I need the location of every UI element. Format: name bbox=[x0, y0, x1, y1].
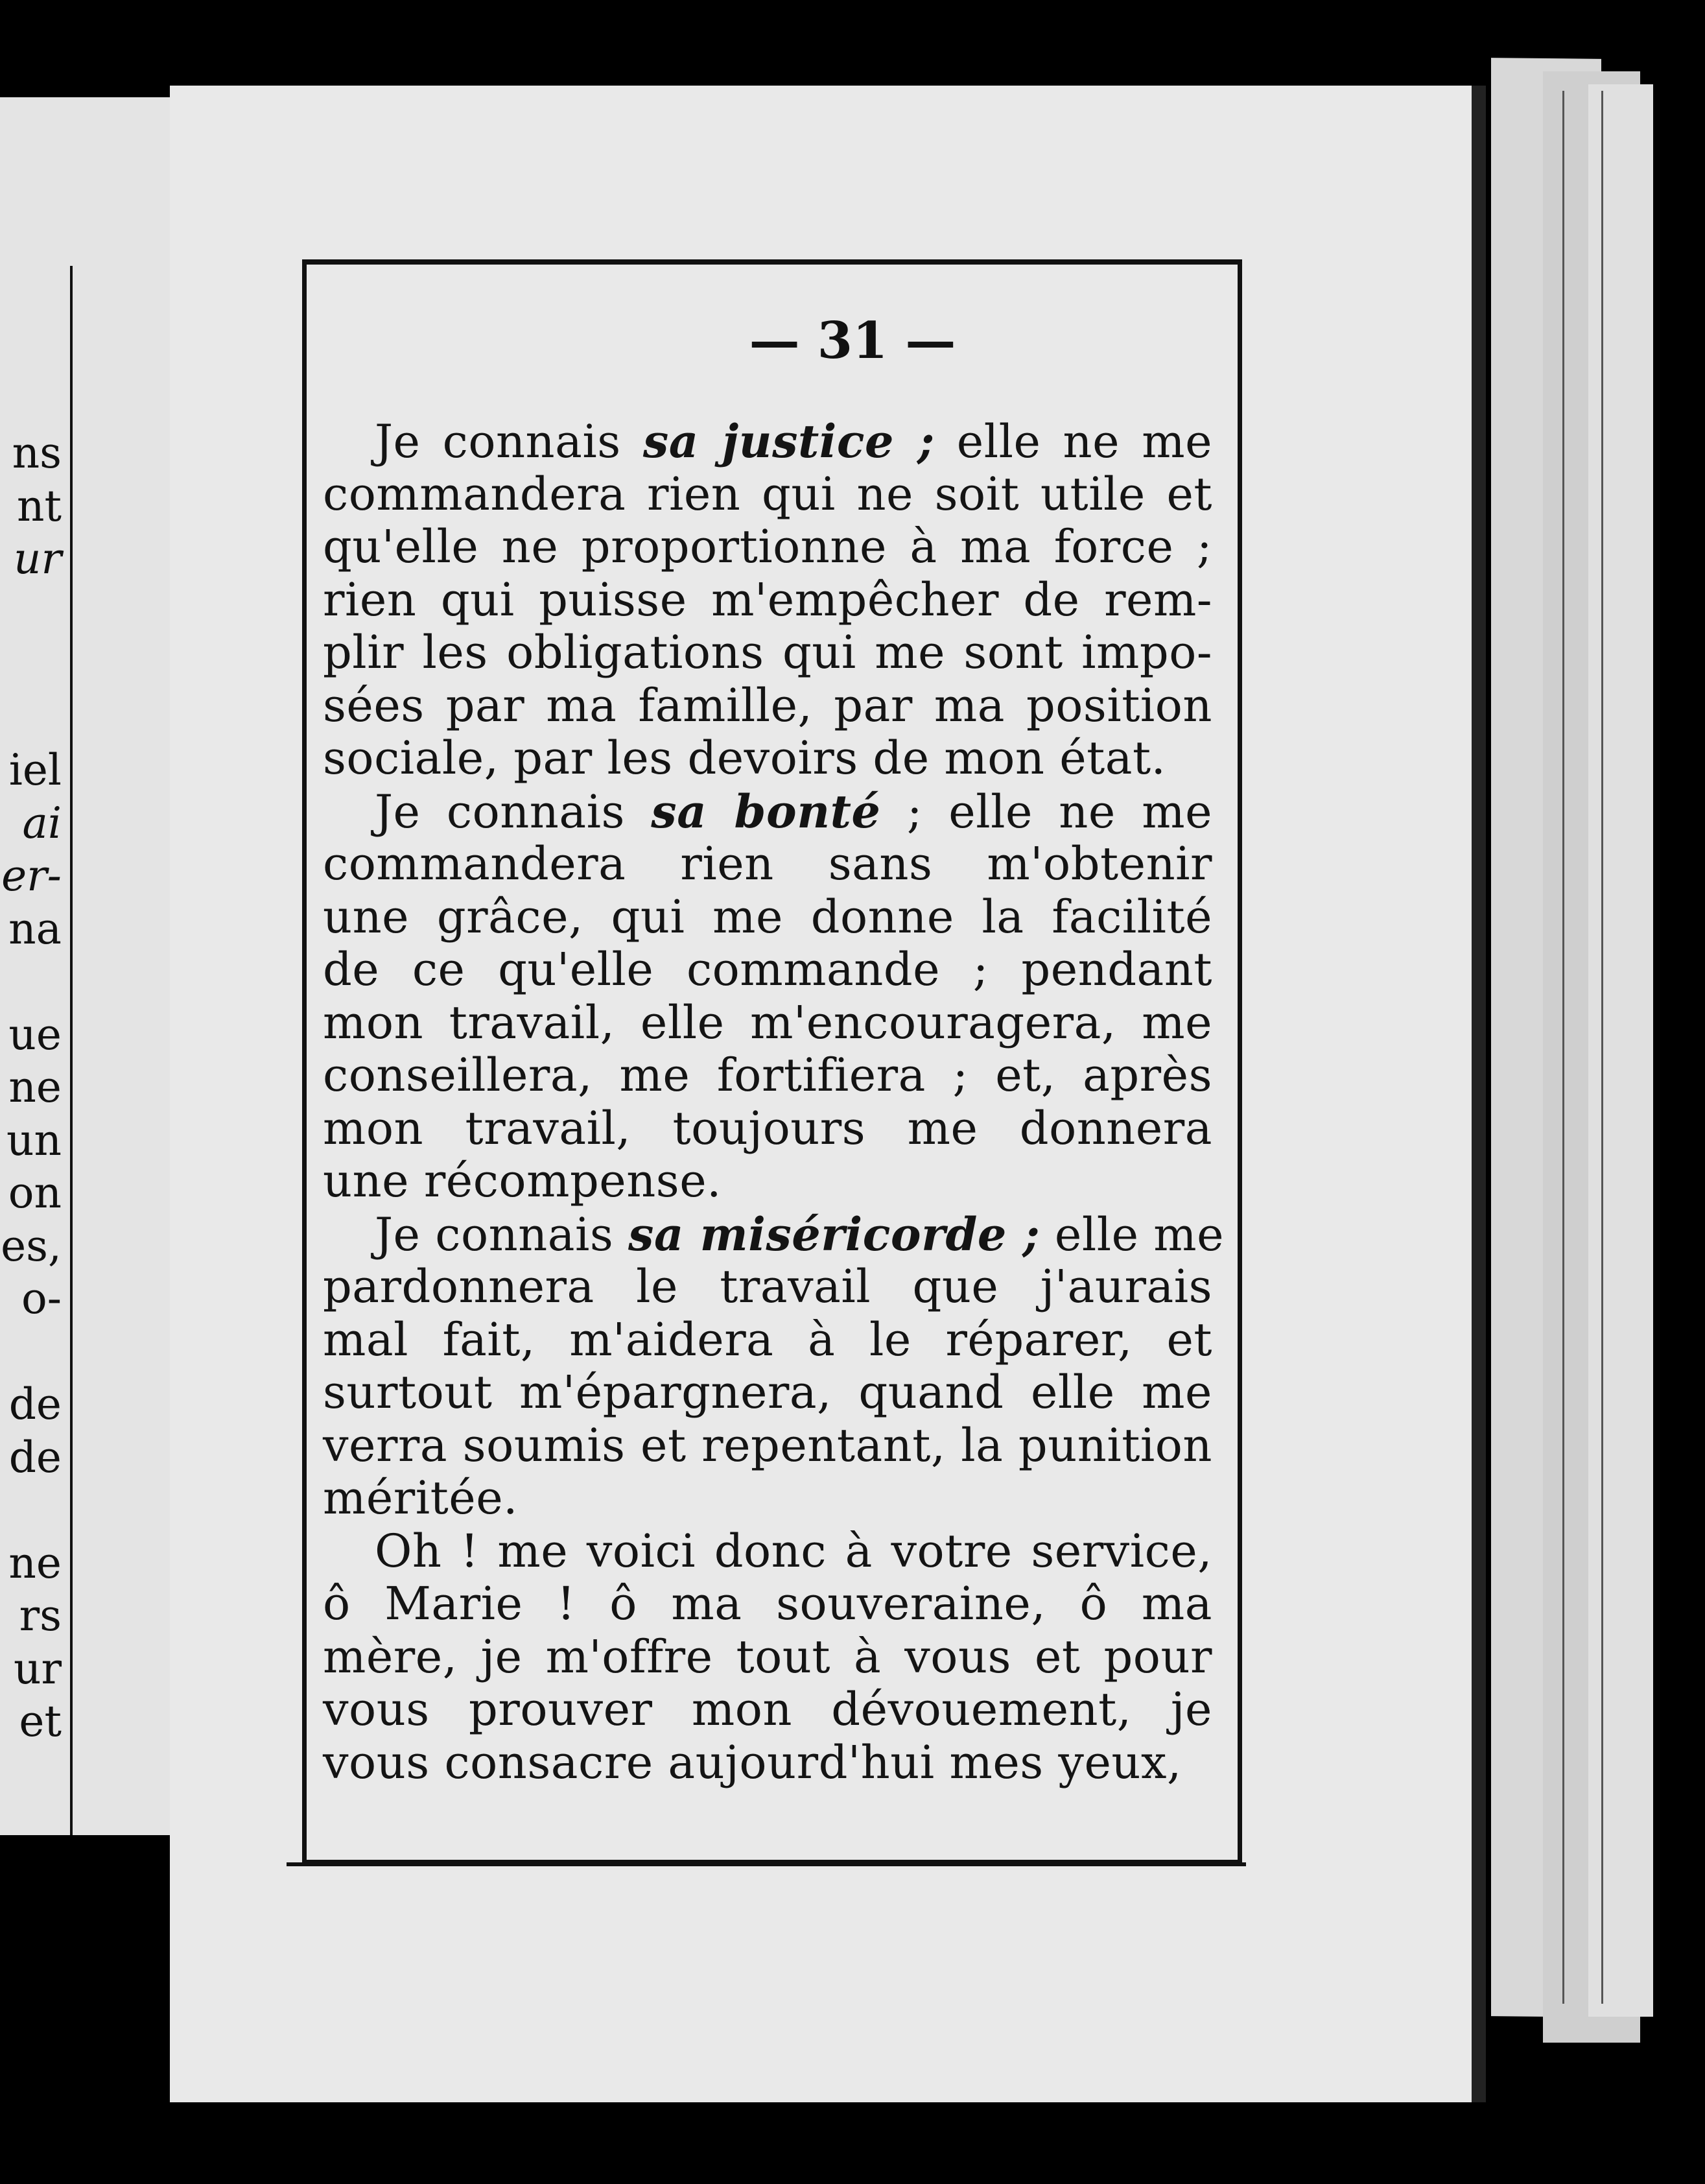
line-text: mon travail, toujours me donnera bbox=[323, 1101, 1212, 1155]
text-line bbox=[323, 680, 1212, 733]
previous-page-fragment: es, bbox=[1, 1220, 62, 1271]
text-line bbox=[323, 1578, 1212, 1631]
text-line bbox=[323, 1631, 1212, 1684]
previous-page-fragment: ai bbox=[22, 798, 62, 848]
previous-page-fragment: o- bbox=[21, 1274, 62, 1323]
text-line bbox=[323, 891, 1212, 944]
line-text: ; elle ne me bbox=[880, 785, 1212, 838]
text-line bbox=[323, 1207, 1225, 1261]
emphasized-phrase: sa miséricorde ; bbox=[628, 1207, 1041, 1261]
previous-page-fragment: de bbox=[8, 1432, 62, 1482]
line-text: sées par ma famille, par ma position bbox=[323, 678, 1212, 732]
line-text: elle ne me bbox=[934, 415, 1212, 468]
previous-page-fragment: ur bbox=[13, 1643, 62, 1694]
text-line bbox=[323, 944, 1212, 997]
text-line bbox=[323, 732, 1212, 785]
text-line bbox=[323, 626, 1212, 680]
previous-page-fragment: on bbox=[8, 1168, 62, 1218]
line-text: commandera rien qui ne soit utile et bbox=[323, 467, 1212, 521]
line-text: elle me bbox=[1040, 1207, 1225, 1261]
text-line bbox=[323, 1049, 1212, 1102]
line-text: une grâce, qui me donne la facilité bbox=[323, 890, 1212, 944]
page-stack-divider bbox=[1601, 91, 1603, 2004]
line-text: vous prouver mon dévouement, je bbox=[323, 1683, 1212, 1736]
text-line bbox=[323, 997, 1212, 1050]
previous-page-fragment: na bbox=[8, 903, 62, 954]
previous-page-fragment: ne bbox=[8, 1537, 62, 1588]
previous-page-fragment: ns bbox=[12, 428, 62, 478]
previous-page-fragment: un bbox=[6, 1115, 62, 1165]
line-text: mal fait, m'aidera à le réparer, et bbox=[323, 1312, 1212, 1366]
line-text: de ce qu'elle commande ; pendant bbox=[323, 943, 1212, 996]
line-text: verra soumis et repentant, la punition bbox=[323, 1418, 1212, 1472]
paragraph bbox=[323, 1207, 1225, 1525]
page-body-text bbox=[323, 414, 1225, 1789]
text-line bbox=[323, 838, 1212, 891]
page-stack-divider bbox=[1562, 91, 1564, 2004]
text-line bbox=[323, 574, 1212, 627]
emphasized-phrase: sa bonté bbox=[651, 784, 881, 838]
emphasized-phrase: sa justice ; bbox=[642, 414, 935, 468]
text-line bbox=[323, 1525, 1212, 1578]
line-text: commandera rien sans m'obtenir bbox=[323, 837, 1212, 890]
line-text: Je connais bbox=[375, 785, 652, 838]
previous-page-fragment: iel bbox=[8, 745, 62, 795]
text-line bbox=[323, 1419, 1212, 1473]
line-text: méritée. bbox=[323, 1471, 518, 1525]
line-text: qu'elle ne proportionne à ma force ; bbox=[323, 520, 1212, 573]
line-text: une récompense. bbox=[323, 1154, 722, 1207]
line-text: plir les obligations qui me sont impo- bbox=[323, 626, 1212, 679]
text-line bbox=[323, 1314, 1212, 1367]
line-text: Je connais bbox=[375, 1207, 629, 1261]
previous-page-frame-rule bbox=[70, 266, 73, 1835]
previous-page-fragment: et bbox=[19, 1696, 62, 1746]
line-text: sociale, par les devoirs de mon état. bbox=[323, 731, 1166, 785]
previous-page-fragment: er- bbox=[1, 851, 62, 901]
page-number: — 31 — bbox=[749, 311, 956, 370]
previous-page-fragment: ne bbox=[8, 1062, 62, 1112]
line-text: surtout m'épargnera, quand elle me bbox=[323, 1366, 1212, 1419]
line-text: conseillera, me fortifiera ; et, après bbox=[323, 1049, 1212, 1102]
paragraph bbox=[323, 785, 1212, 1208]
line-text: mon travail, elle m'encouragera, me bbox=[323, 995, 1212, 1049]
paragraph bbox=[323, 415, 1212, 785]
line-text: Oh ! me voici donc à votre service, bbox=[375, 1524, 1212, 1578]
previous-page-fragment: rs bbox=[19, 1591, 62, 1641]
text-line bbox=[323, 468, 1212, 521]
text-line bbox=[323, 785, 1212, 838]
text-line bbox=[323, 1261, 1212, 1314]
text-line bbox=[323, 1155, 1212, 1208]
previous-page-fragment: ue bbox=[8, 1009, 62, 1060]
text-line bbox=[323, 1683, 1212, 1737]
previous-page-fragment: de bbox=[8, 1379, 62, 1429]
previous-page-fragment: nt bbox=[16, 481, 62, 531]
text-line bbox=[323, 1737, 1212, 1790]
line-text: mère, je m'offre tout à vous et pour bbox=[323, 1630, 1212, 1683]
line-text: ô Marie ! ô ma souveraine, ô ma bbox=[323, 1577, 1212, 1630]
text-line bbox=[323, 415, 1212, 468]
line-text: vous consacre aujourd'hui mes yeux, bbox=[323, 1735, 1182, 1789]
text-line bbox=[323, 1366, 1212, 1419]
line-text: rien qui puisse m'empêcher de rem- bbox=[323, 573, 1212, 626]
page-frame-bottom-rule bbox=[287, 1862, 1246, 1866]
page-stack-edge bbox=[1588, 84, 1653, 2017]
text-line bbox=[323, 1102, 1212, 1156]
paragraph bbox=[323, 1525, 1212, 1790]
previous-page-fragment: ur bbox=[13, 534, 62, 584]
text-line bbox=[323, 521, 1212, 574]
line-text: pardonnera le travail que j'aurais bbox=[323, 1260, 1212, 1313]
text-line bbox=[323, 1472, 1212, 1525]
line-text: Je connais bbox=[375, 415, 643, 468]
